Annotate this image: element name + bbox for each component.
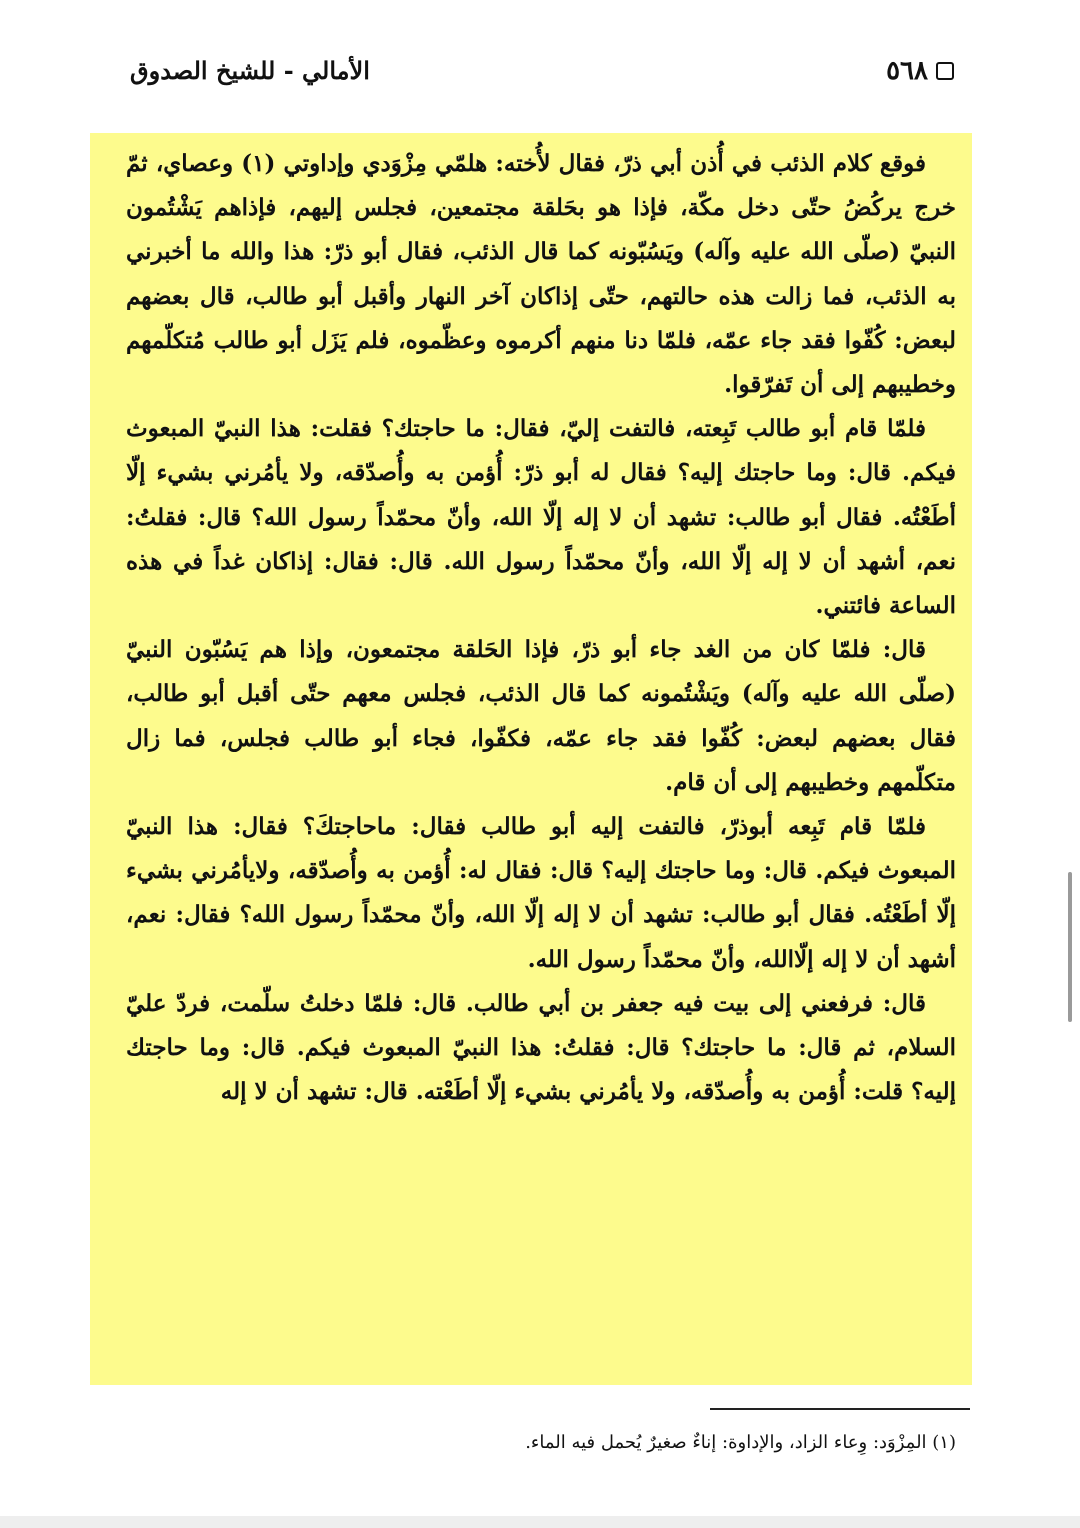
paragraph-3: قال: فلمّا كان من الغد جاء أبو ذرّ، فإذا الحَلقة مجتمعون، وإذا هم يَسُبّون النبيّ (صلّى الله عليه وآله) ويَشْتُمونه كما قال الذئب، فجلس معهم حتّى أقبل أبو طالب، فقال بعضهم لبعض: كُفّوا فقد جاء عمّه، فكفّوا، فجاء أبو طالب فجلس، فما زال متكلّمهم وخطيبهم إلى أن قام. bbox=[126, 636, 956, 796]
paragraph-1: فوقع كلام الذئب في أُذن أبي ذرّ، فقال لأُخته: هلمّي مِزْوَدي وإداوتي (١) وعصاي، ثمّ خرج يركُضُ حتّى دخل مكّة، فإذا هو بحَلقة مجتمعين، فجلس إليهم، فإذاهم يَشْتُمون النبيّ (صلّى الله عليه وآله) ويَسُبّونه كما قال الذئب، فقال أبو ذرّ: هذا والله ما أخبرني به الذئب، فما زالت هذه حالتهم، حتّى إذاكان آخر النهار وأقبل أبو طالب، قال بعضهم لبعض: كُفّوا فقد جاء عمّه، فلمّا دنا منهم أكرموه وعظّموه، فلم يَزَل أبو طالب مُتكلّمهم وخطيبهم إلى أن تَفرّقوا. bbox=[126, 150, 956, 399]
footnote: (١) المِزْوَد: وِعاء الزاد، والإداوة: إناءٌ صغيرٌ يُحمل فيه الماء. bbox=[525, 1432, 956, 1453]
bottom-bar bbox=[0, 1516, 1080, 1528]
square-ornament-icon bbox=[936, 62, 954, 80]
footnote-divider bbox=[710, 1408, 970, 1410]
paragraph-2: فلمّا قام أبو طالب تَبِعته، فالتفت إليّ، فقال: ما حاجتك؟ فقلت: هذا النبيّ المبعوث فيكم. قال: وما حاجتك إليه؟ فقال له أبو ذرّ: أُؤمن به وأُصدّقه، ولا يأمُرني بشيء إلّا أطَعْتُه. فقال أبو طالب: تشهد أن لا إله إلّا الله، وأنّ محمّداً رسول الله؟ قال: فقلتُ: نعم، أشهد أن لا إله إلّا الله، وأنّ محمّداً رسول الله. قال: فقال: إذاكان غداً في هذه الساعة فائتني. bbox=[126, 415, 956, 620]
paragraph-4: فلمّا قام تَبِعه أبوذرّ، فالتفت إليه أبو طالب فقال: ماحاجتكَ؟ فقال: هذا النبيّ المبعوث فيكم. قال: وما حاجتك إليه؟ قال: فقال له: أُؤمن به وأُصدّقه، ولايأمُرني بشيء إلّا أطَعْتُه. فقال أبو طالب: تشهد أن لا إله إلّا الله، وأنّ محمّداً رسول الله؟ فقال: نعم، أشهد أن لا إله إلّاالله، وأنّ محمّداً رسول الله. bbox=[126, 813, 956, 973]
book-title: الأمالي - للشيخ الصدوق bbox=[130, 56, 370, 85]
scrollbar-thumb[interactable] bbox=[1068, 872, 1072, 1022]
page-number-group bbox=[886, 56, 954, 86]
page-number: ٥٦٨ bbox=[886, 56, 928, 86]
main-text bbox=[126, 142, 956, 1114]
page-header bbox=[130, 52, 954, 96]
paragraph-5: قال: فرفعني إلى بيت فيه جعفر بن أبي طالب. قال: فلمّا دخلتُ سلّمت، فردّ عليّ السلام، ثم قال: ما حاجتك؟ قال: فقلتُ: هذا النبيّ المبعوث فيكم. قال: وما حاجتك إليه؟ قلت: أُؤمن به وأُصدّقه، ولا يأمُرني بشيء إلّا أطَعْته. قال: تشهد أن لا إله bbox=[126, 989, 956, 1106]
